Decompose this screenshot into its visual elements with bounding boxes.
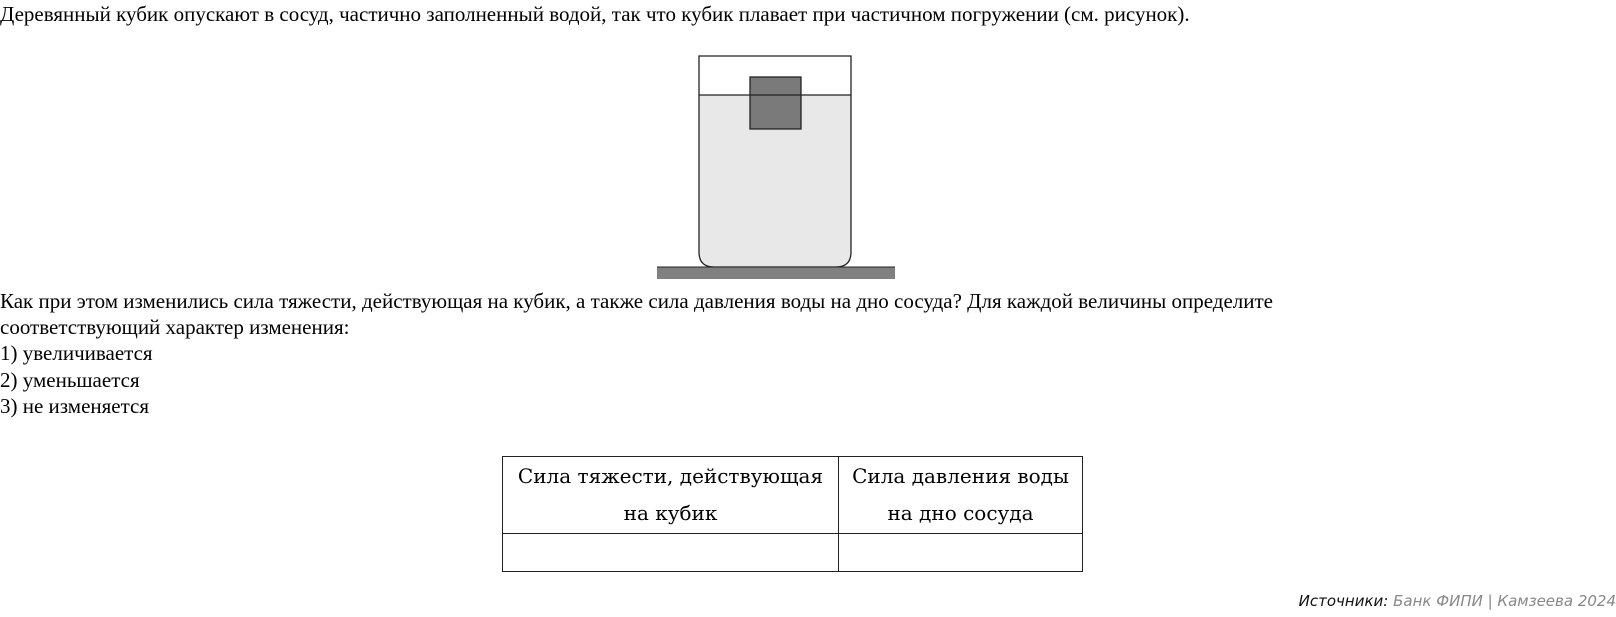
option-1: 1) увеличивается	[0, 341, 153, 365]
header-gravity-line2: на кубик	[623, 501, 718, 525]
table-header-row	[503, 457, 1083, 534]
header-pressure-line2: на дно сосуда	[887, 501, 1034, 525]
answer-cell-gravity[interactable]	[503, 534, 839, 572]
cube-icon	[750, 77, 801, 129]
question-line-2: соответствующий характер изменения:	[0, 315, 350, 339]
source-label: Источники:	[1298, 592, 1389, 610]
option-2: 2) уменьшается	[0, 368, 140, 392]
header-gravity	[503, 457, 839, 534]
answer-cell-pressure[interactable]	[839, 534, 1083, 572]
table-answer-row	[503, 534, 1083, 572]
source-attribution	[1299, 592, 1616, 610]
option-3: 3) не изменяется	[0, 394, 150, 418]
header-pressure	[839, 457, 1083, 534]
vessel-figure	[650, 40, 910, 290]
stand-icon	[657, 267, 895, 279]
header-pressure-line1: Сила давления воды	[852, 464, 1069, 488]
problem-intro: Деревянный кубик опускают в сосуд, частично заполненный водой, так что кубик плавает при частичном погружении (см. рисунок).	[0, 2, 1190, 26]
question-line-1: Как при этом изменились сила тяжести, действующая на кубик, а также сила давления воды на дно сосуда? Для каждой величины определите	[0, 289, 1273, 313]
answer-table	[502, 456, 1083, 572]
header-gravity-line1: Сила тяжести, действующая	[517, 464, 824, 488]
source-value: Банк ФИПИ | Камзеева 2024	[1393, 592, 1616, 610]
